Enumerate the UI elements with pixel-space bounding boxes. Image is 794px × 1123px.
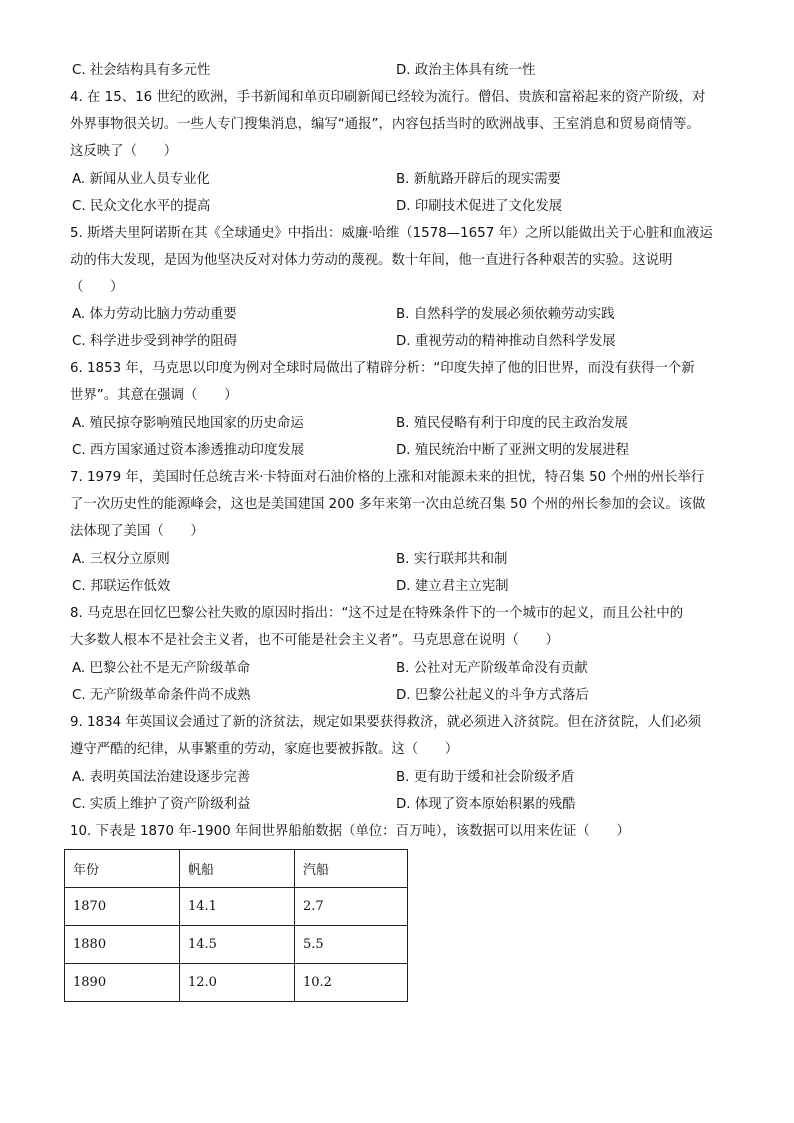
- q6-option-d: D. 殖民统治中断了亚洲文明的发展进程: [396, 443, 630, 458]
- q9-option-c: C. 实质上维护了资产阶级利益: [72, 797, 251, 812]
- table-cell: 2.7: [295, 888, 408, 926]
- q4-option-d: D. 印刷技术促进了文化发展: [396, 199, 563, 214]
- table-cell: 1890: [65, 964, 180, 1002]
- q10-stem-line: 10. 下表是 1870 年-1900 年间世界船舶数据（单位：百万吨），该数据可以用来佐证（ ）: [70, 824, 630, 839]
- ship-data-table: [64, 849, 408, 1002]
- table-header-row: [65, 850, 408, 888]
- q4-option-b: B. 新航路开辟后的现实需要: [396, 172, 561, 187]
- table-row: [65, 888, 408, 926]
- q8-option-b: B. 公社对无产阶级革命没有贡献: [396, 661, 588, 676]
- q4-option-c: C. 民众文化水平的提高: [72, 199, 211, 214]
- q5-stem-line-2: 动的伟大发现，是因为他坚决反对对体力劳动的蔑视。数十年间，他一直进行各种艰苦的实验。这说明: [70, 253, 673, 268]
- q4-option-a: A. 新闻从业人员专业化: [72, 172, 210, 187]
- q9-stem-line-1: 9. 1834 年英国议会通过了新的济贫法，规定如果要获得救济，就必须进入济贫院。但在济贫院，人们必须: [70, 715, 702, 730]
- table-row: [65, 964, 408, 1002]
- q4-stem-line-2: 外界事物很关切。一些人专门搜集消息，编写“通报”，内容包括当时的欧洲战事、王室消息和贸易商情等。: [70, 117, 700, 132]
- q6-option-b: B. 殖民侵略有利于印度的民主政治发展: [396, 416, 628, 431]
- q7-stem-line-3: 法体现了美国（ ）: [70, 524, 204, 539]
- q5-stem-line-3: （ ）: [70, 280, 124, 295]
- table-cell: 1880: [65, 926, 180, 964]
- q4-stem-line-3: 这反映了（ ）: [70, 144, 178, 159]
- q5-option-a: A. 体力劳动比脑力劳动重要: [72, 307, 237, 322]
- table-row: [65, 926, 408, 964]
- q8-option-a: A. 巴黎公社不是无产阶级革命: [72, 661, 251, 676]
- q7-option-d: D. 建立君主立宪制: [396, 579, 509, 594]
- q5-stem-line-1: 5. 斯塔夫里阿诺斯在其《全球通史》中指出：威廉·哈维（1578—1657 年）之所以能做出关于心脏和血液运: [70, 226, 713, 241]
- q8-stem-line-1: 8. 马克思在回忆巴黎公社失败的原因时指出：“这不过是在特殊条件下的一个城市的起义，而且公社中的: [70, 606, 684, 621]
- q8-option-c: C. 无产阶级革命条件尚不成熟: [72, 688, 251, 703]
- table-cell: 14.1: [180, 888, 295, 926]
- q7-stem-line-1: 7. 1979 年，美国时任总统吉米·卡特面对石油价格的上涨和对能源未来的担忧，特召集 50 个州的州长举行: [70, 470, 705, 485]
- table-cell: 14.5: [180, 926, 295, 964]
- q8-stem-line-2: 大多数人根本不是社会主义者，也不可能是社会主义者”。马克思意在说明（ ）: [70, 633, 559, 648]
- q6-stem-line-2: 世界”。其意在强调（ ）: [70, 388, 238, 403]
- table-header-cell: 年份: [65, 850, 180, 888]
- q6-option-c: C. 西方国家通过资本渗透推动印度发展: [72, 443, 305, 458]
- q9-option-d: D. 体现了资本原始积累的残酷: [396, 797, 576, 812]
- q3-option-d: D. 政治主体具有统一性: [396, 63, 536, 78]
- q9-option-b: B. 更有助于缓和社会阶级矛盾: [396, 770, 575, 785]
- q6-stem-line-1: 6. 1853 年，马克思以印度为例对全球时局做出了精辟分析：“印度失掉了他的旧世界，而没有获得一个新: [70, 361, 695, 376]
- q6-option-a: A. 殖民掠夺影响殖民地国家的历史命运: [72, 416, 304, 431]
- table-cell: 1870: [65, 888, 180, 926]
- table-header-cell: 汽船: [295, 850, 408, 888]
- q9-option-a: A. 表明英国法治建设逐步完善: [72, 770, 251, 785]
- q8-option-d: D. 巴黎公社起义的斗争方式落后: [396, 688, 589, 703]
- q7-option-b: B. 实行联邦共和制: [396, 552, 508, 567]
- table-cell: 12.0: [180, 964, 295, 1002]
- q3-option-c: C. 社会结构具有多元性: [72, 63, 211, 78]
- q7-stem-line-2: 了一次历史性的能源峰会，这也是美国建国 200 多年来第一次由总统召集 50 个州的州长参加的会议。该做: [70, 497, 706, 512]
- table-cell: 10.2: [295, 964, 408, 1002]
- q9-stem-line-2: 遵守严酷的纪律，从事繁重的劳动，家庭也要被拆散。这（ ）: [70, 742, 459, 757]
- q4-stem-line-1: 4. 在 15、16 世纪的欧洲，手书新闻和单页印刷新闻已经较为流行。僧侣、贵族和富裕起来的资产阶级，对: [70, 90, 706, 105]
- q7-option-c: C. 邦联运作低效: [72, 579, 171, 594]
- q7-option-a: A. 三权分立原则: [72, 552, 170, 567]
- q5-option-b: B. 自然科学的发展必须依赖劳动实践: [396, 307, 615, 322]
- table-header-cell: 帆船: [180, 850, 295, 888]
- table-cell: 5.5: [295, 926, 408, 964]
- q5-option-d: D. 重视劳动的精神推动自然科学发展: [396, 334, 616, 349]
- q5-option-c: C. 科学进步受到神学的阻碍: [72, 334, 238, 349]
